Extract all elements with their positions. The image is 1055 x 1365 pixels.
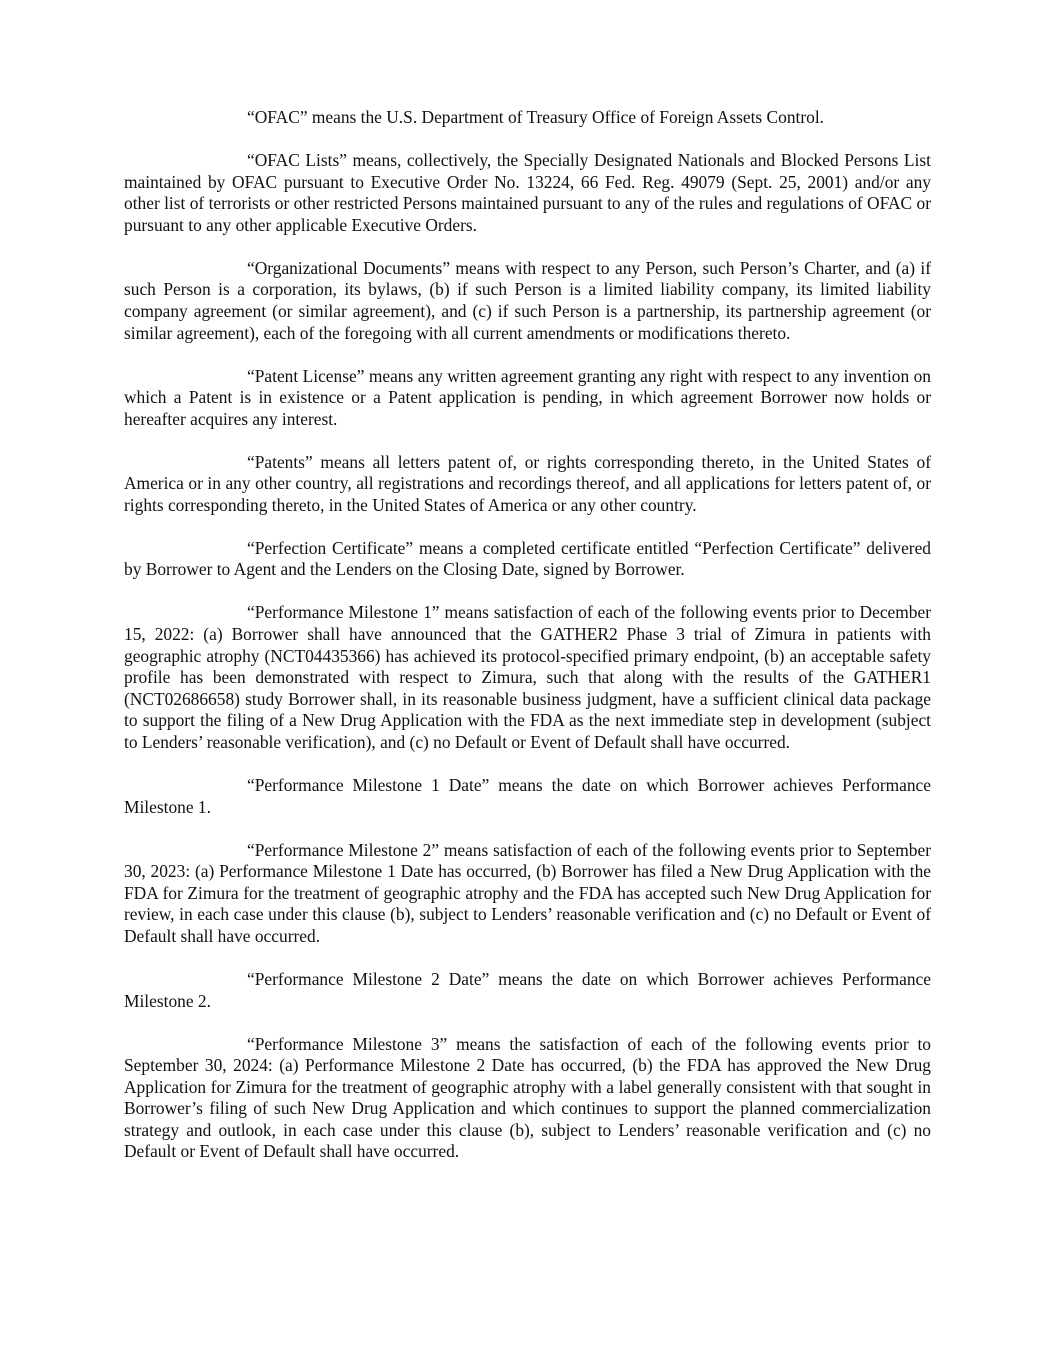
definition-perfection-certificate: “Perfection Certificate” means a completed certificate entitled “Perfection Certificate” delivered by Borrower to Agent and the Lenders on the Closing Date, signed by Borrower. <box>124 537 931 580</box>
definition-performance-milestone-1: “Performance Milestone 1” means satisfaction of each of the following events prior to December 15, 2022: (a) Borrower shall have announced that the GATHER2 Phase 3 trial of Zimura in patients with geographic atrophy (NCT04435366) has achieved its protocol-specified primary endpoint, (b) an acceptable safety profile has been demonstrated with respect to Zimura, such that along with the results of the GATHER1 (NCT02686658) study Borrower shall, in its reasonable business judgment, have a sufficient clinical data package to support the filing of a New Drug Application with the FDA as the next immediate step in development (subject to Lenders’ reasonable verification), and (c) no Default or Event of Default shall have occurred. <box>124 602 931 752</box>
definition-performance-milestone-2-date: “Performance Milestone 2 Date” means the date on which Borrower achieves Performance Milestone 2. <box>124 968 931 1011</box>
definition-ofac: “OFAC” means the U.S. Department of Treasury Office of Foreign Assets Control. <box>247 107 825 127</box>
document-page <box>124 107 931 1184</box>
definition-performance-milestone-1-date: “Performance Milestone 1 Date” means the date on which Borrower achieves Performance Milestone 1. <box>124 774 931 817</box>
definition-performance-milestone-3: “Performance Milestone 3” means the satisfaction of each of the following events prior to September 30, 2024: (a) Performance Milestone 2 Date has occurred, (b) the FDA has approved the New Drug Application for Zimura for the treatment of geographic atrophy with a label generally consistent with that sought in Borrower’s filing of such New Drug Application and which continues to support the planned commercialization strategy and outlook, in each case under this clause (b), subject to Lenders’ reasonable verification and (c) no Default or Event of Default shall have occurred. <box>124 1033 931 1162</box>
definition-organizational-documents: “Organizational Documents” means with respect to any Person, such Person’s Charter, and (a) if such Person is a corporation, its bylaws, (b) if such Person is a limited liability company, its limited liability company agreement (or similar agreement), and (c) if such Person is a partnership, its partnership agreement (or similar agreement), each of the foregoing with all current amendments or modifications thereto. <box>124 257 931 343</box>
definition-patent-license: “Patent License” means any written agreement granting any right with respect to any invention on which a Patent is in existence or a Patent application is pending, in which agreement Borrower now holds or hereafter acquires any interest. <box>124 365 931 429</box>
definition-ofac-lists: “OFAC Lists” means, collectively, the Specially Designated Nationals and Blocked Persons List maintained by OFAC pursuant to Executive Order No. 13224, 66 Fed. Reg. 49079 (Sept. 25, 2001) and/or any other list of terrorists or other restricted Persons maintained pursuant to any of the rules and regulations of OFAC or pursuant to any other applicable Executive Orders. <box>124 149 931 235</box>
definition-patents: “Patents” means all letters patent of, or rights corresponding thereto, in the United States of America or in any other country, all registrations and recordings thereof, and all applications for letters patent of, or rights corresponding thereto, in the United States of America or any other country. <box>124 451 931 515</box>
definition-performance-milestone-2: “Performance Milestone 2” means satisfaction of each of the following events prior to September 30, 2023: (a) Performance Milestone 1 Date has occurred, (b) Borrower has filed a New Drug Application with the FDA for Zimura for the treatment of geographic atrophy and the FDA has accepted such New Drug Application for review, in each case under this clause (b), subject to Lenders’ reasonable verification and (c) no Default or Event of Default shall have occurred. <box>124 839 931 946</box>
